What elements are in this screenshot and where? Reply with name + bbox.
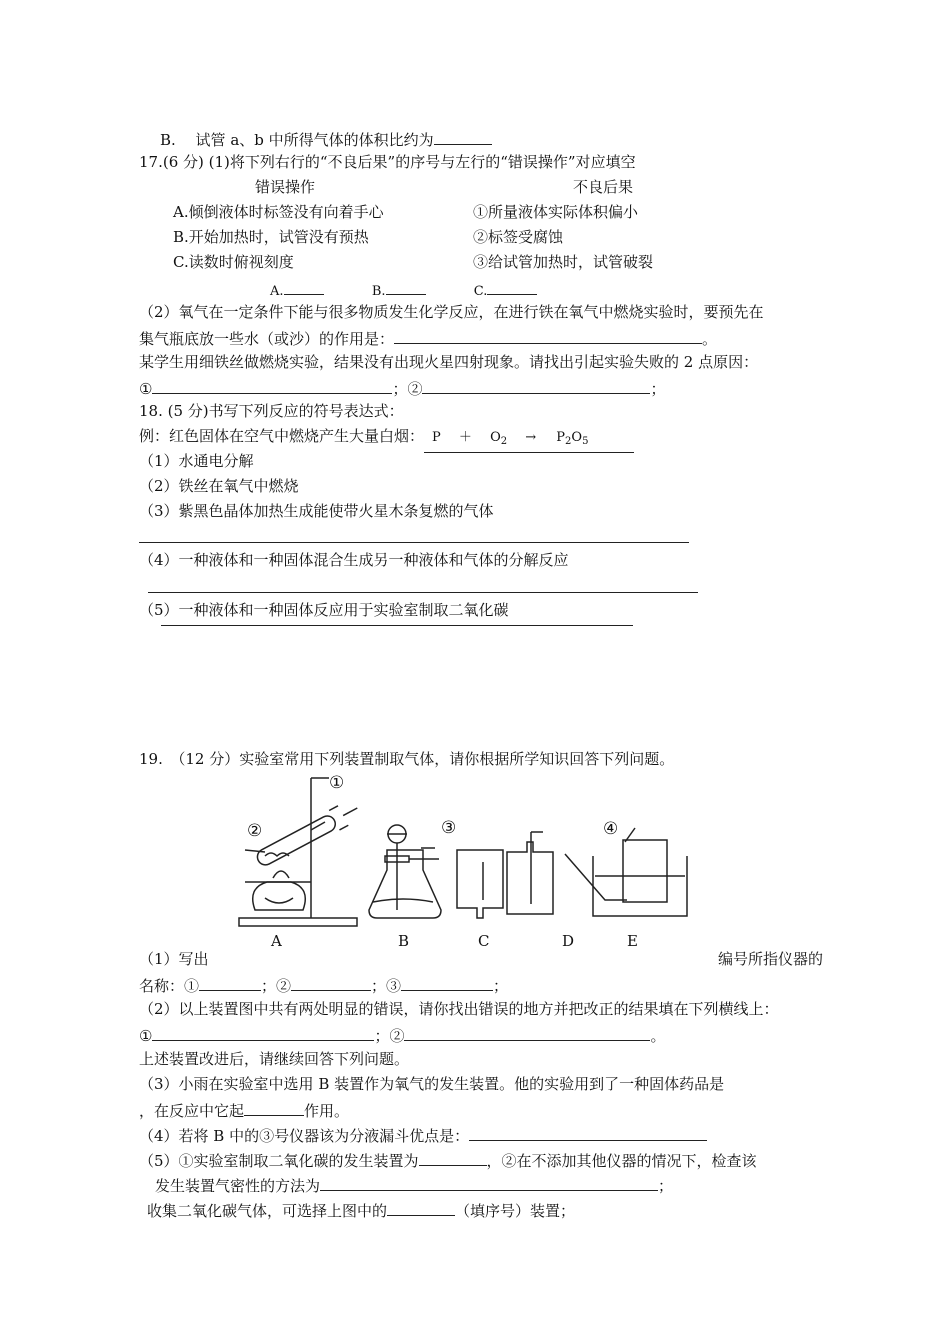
q19-catalyst-role-blank[interactable] (244, 1099, 304, 1116)
figure-label-a: A (271, 932, 282, 950)
q19-p5-line2: 发生装置气密性的方法为 ； (155, 1174, 673, 1196)
q17-p2-purpose-blank[interactable] (394, 327, 702, 344)
q17-p2-line2 (139, 327, 717, 349)
q19-p2-line1: （2）以上装置图中共有两处明显的错误，请你找出错误的地方并把改正的结果填在下列横线上： (139, 1000, 779, 1018)
q18-answer-line-3[interactable] (139, 542, 689, 543)
flame (273, 871, 289, 878)
q18-item-2: （2）铁丝在氧气中燃烧 (139, 477, 299, 495)
q19-instrument2-blank[interactable] (291, 974, 371, 991)
q18-example-prefix: 例：红色固体在空气中燃烧产生大量白烟： (139, 427, 425, 445)
q17-result-1: ①所量液体实际体积偏小 (473, 203, 639, 221)
q19-instrument1-blank[interactable] (199, 974, 261, 991)
q18-item-3: （3）紫黑色晶体加热生成能使带火星木条复燃的气体 (139, 502, 494, 520)
test-tube (253, 798, 362, 870)
q18-item-1: （1）水通电分解 (139, 452, 254, 470)
stand-base (239, 918, 357, 926)
q18-example-equation: $P + O_2 \to P_2O_5$ (424, 428, 634, 453)
q17-p2-line3: 某学生用细铁丝做燃烧实验，结果没有出现火星四射现象。请找出引起实验失败的 2 点原因： (139, 353, 759, 371)
upright-bottle (507, 842, 553, 914)
q17-answer-c-blank[interactable] (487, 278, 537, 295)
q17-p2-line1: （2）氧气在一定条件下能与很多物质发生化学反应，在进行铁在氧气中燃烧实验时，要预先在 (139, 303, 764, 321)
q18-item-5: （5）一种液体和一种固体反应用于实验室制取二氧化碳 (139, 601, 509, 619)
q19-co2-apparatus-blank[interactable] (419, 1149, 487, 1166)
figure-label-c: C (478, 932, 490, 950)
q17-cause2-label: ；② (392, 380, 423, 398)
q17-answers (270, 278, 537, 302)
lamp-liquid (265, 898, 293, 903)
apparatus-c (457, 850, 503, 918)
conical-flask (369, 850, 441, 918)
q18-answer-line-5[interactable] (161, 625, 633, 626)
e-delivery-tube (565, 854, 627, 900)
q19-p3-line1: （3）小雨在实验室中选用 B 装置作为氧气的发生装置。他的实验用到了一种固体药品是 (139, 1075, 725, 1093)
mark-4: ④ (603, 819, 619, 839)
q17-op-b: B.开始加热时，试管没有预热 (173, 228, 369, 246)
q17-p2-line2-text: 集气瓶底放一些水（或沙）的作用是： (139, 330, 395, 348)
q17-col-right: 不良后果 (573, 178, 634, 196)
q18-header: 18. (5 分)书写下列反应的符号表达式： (139, 402, 404, 420)
q19-p1-start: （1）写出 (139, 950, 209, 968)
apparatus-a (239, 778, 362, 926)
mark-1: ① (329, 773, 345, 793)
figure-label-d: D (562, 932, 575, 950)
q19-collect-apparatus-blank[interactable] (387, 1199, 455, 1216)
q17-p2-causes (139, 377, 665, 399)
q19-p1-end: 编号所指仪器的 (718, 950, 824, 968)
q17-col-left: 错误操作 (255, 178, 316, 196)
figure-label-e: E (627, 932, 638, 950)
q16b-blank[interactable] (434, 128, 492, 145)
q17-result-3: ③给试管加热时，试管破裂 (473, 253, 654, 271)
q19-error1-blank[interactable] (152, 1024, 374, 1041)
q17-result-2: ②标签受腐蚀 (473, 228, 564, 246)
q19-p2-after: 上述装置改进后，请继续回答下列问题。 (139, 1050, 410, 1068)
water-trough (593, 856, 687, 916)
q17-causes-end: ； (650, 380, 666, 398)
q18-answer-line-4[interactable] (148, 592, 698, 593)
q19-header: 19. （12 分）实验室常用下列装置制取气体，请你根据所学知识回答下列问题。 (139, 750, 675, 768)
q19-p1-names: 名称：① ；② ；③ ； (139, 974, 508, 996)
mark-2: ② (247, 821, 263, 841)
q19-p2-answers: ① ；② 。 (139, 1024, 665, 1046)
q19-p5-line3: 收集二氧化碳气体，可选择上图中的 （填序号）装置； (147, 1199, 575, 1221)
q17-answer-c-label: C. (473, 284, 488, 299)
apparatus-b (369, 825, 441, 918)
q19-error2-blank[interactable] (404, 1024, 650, 1041)
q17-answer-a-blank[interactable] (284, 278, 324, 295)
q16b-line (160, 128, 492, 150)
q17-p2-line2-end: 。 (702, 330, 718, 348)
q17-cause1-blank[interactable] (152, 377, 392, 394)
q19-p5-line1: （5）①实验室制取二氧化碳的发生装置为 ，②在不添加其他仪器的情况下，检查该 (139, 1149, 757, 1171)
flask-liquid (373, 899, 433, 902)
alcohol-lamp (253, 882, 306, 910)
q19-advantage-blank[interactable] (469, 1124, 707, 1141)
q18-example (139, 426, 634, 453)
q16b-text: B. 试管 a、b 中所得气体的体积比约为 (160, 131, 434, 149)
mark-3: ③ (441, 818, 457, 838)
q17-answer-b-blank[interactable] (386, 278, 426, 295)
apparatus-d (507, 832, 553, 914)
figure-label-b: B (398, 932, 410, 950)
collecting-bottle (623, 840, 667, 902)
q19-p4: （4）若将 B 中的③号仪器该为分液漏斗优点是： (139, 1124, 707, 1146)
inverted-bottle (457, 850, 503, 918)
apparatus-figure (225, 770, 695, 935)
q18-item-4: （4）一种液体和一种固体混合生成另一种液体和气体的分解反应 (139, 551, 569, 569)
apparatus-e (565, 828, 687, 916)
q17-op-a: A.倾倒液体时标签没有向着手心 (173, 203, 384, 221)
q19-instrument3-blank[interactable] (401, 974, 493, 991)
q17-cause2-blank[interactable] (422, 377, 650, 394)
q17-header: 17.(6 分) (1)将下列右行的“不良后果”的序号与左行的“错误操作”对应填空 (139, 153, 636, 171)
q17-cause1-label: ① (139, 380, 153, 398)
q19-p3-line2: ，在反应中它起 作用。 (139, 1099, 349, 1121)
q17-answer-b-label: B. (371, 284, 386, 299)
q17-answer-a-label: A. (270, 284, 284, 299)
q19-airtightness-blank[interactable] (320, 1174, 658, 1191)
q17-op-c: C.读数时俯视刻度 (173, 253, 294, 271)
